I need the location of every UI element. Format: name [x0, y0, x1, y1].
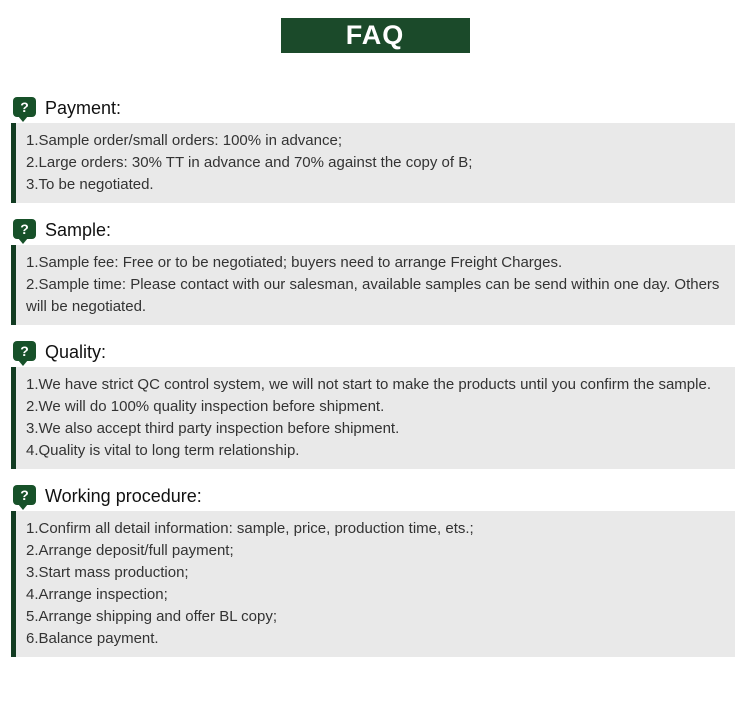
answer-line: 2.Large orders: 30% TT in advance and 70% against the copy of B;	[26, 154, 473, 171]
answer-line: 1.Confirm all detail information: sample, price, production time, ets.;	[26, 520, 474, 537]
answer-line: 3.To be negotiated.	[26, 176, 154, 193]
section-title-payment: Payment:	[45, 97, 122, 118]
answer-box-sample	[11, 245, 735, 325]
answer-line: 1.We have strict QC control system, we will not start to make the products until you confirm the sample.	[26, 376, 711, 393]
answer-line: 4.Arrange inspection;	[26, 586, 168, 603]
question-bubble-icon: ?	[13, 97, 36, 117]
faq-banner-title: FAQ	[345, 20, 405, 50]
faq-banner	[281, 18, 470, 53]
section-heading-quality	[11, 339, 735, 365]
section-title-sample: Sample:	[45, 219, 112, 240]
answer-line: 5.Arrange shipping and offer BL copy;	[26, 608, 278, 625]
section-heading-payment	[11, 95, 735, 121]
answer-line: 1.Sample fee: Free or to be negotiated; buyers need to arrange Freight Charges.	[26, 254, 563, 271]
section-title-working-procedure: Working procedure:	[45, 485, 202, 506]
answer-line: 2.Sample time: Please contact with our salesman, available samples can be send within one day. Others will be negotiated.	[26, 276, 720, 315]
answer-box-payment	[11, 123, 735, 203]
answer-line: 2.We will do 100% quality inspection before shipment.	[26, 398, 385, 415]
question-bubble-icon: ?	[13, 341, 36, 361]
answer-box-quality	[11, 367, 735, 469]
answer-line: 4.Quality is vital to long term relationship.	[26, 442, 300, 459]
answer-line: 3.Start mass production;	[26, 564, 189, 581]
section-heading-working-procedure	[11, 483, 735, 509]
question-bubble-icon: ?	[13, 485, 36, 505]
question-bubble-icon: ?	[13, 219, 36, 239]
answer-line: 6.Balance payment.	[26, 630, 159, 647]
answer-line: 1.Sample order/small orders: 100% in advance;	[26, 132, 342, 149]
answer-line: 2.Arrange deposit/full payment;	[26, 542, 234, 559]
section-title-quality: Quality:	[45, 341, 107, 362]
faq-content	[11, 95, 735, 657]
answer-line: 3.We also accept third party inspection before shipment.	[26, 420, 400, 437]
answer-box-working-procedure	[11, 511, 735, 657]
section-heading-sample	[11, 217, 735, 243]
